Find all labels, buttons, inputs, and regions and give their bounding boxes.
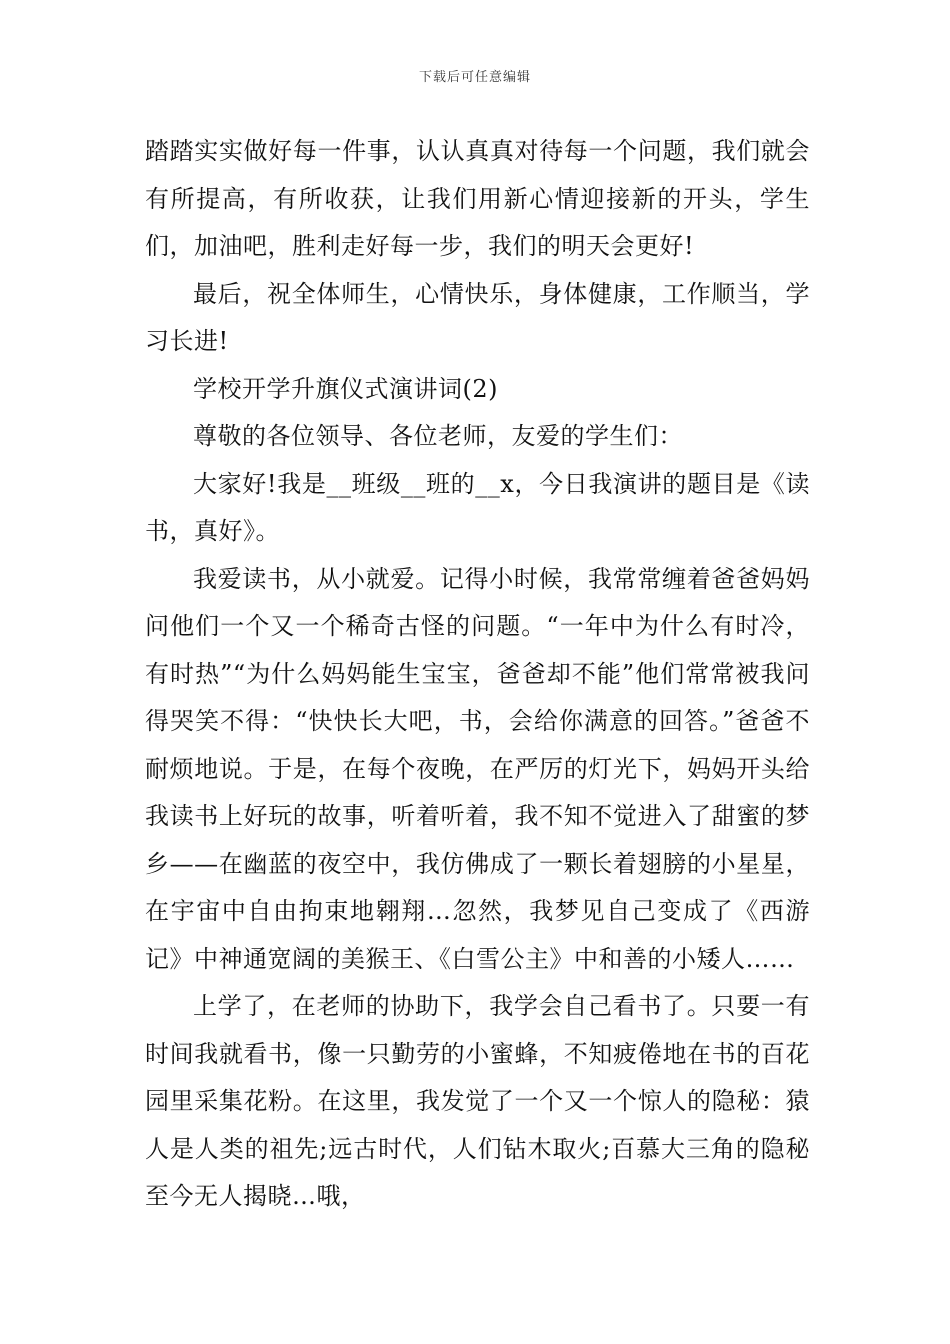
paragraph-4-salutation: 尊敬的各位领导、各位老师，友爱的学生们： — [193, 422, 683, 450]
paragraph-7: 上学了，在老师的协助下，我学会自己看书了。只要一有时间我就看书，像一只勤劳的小蜜蜂，不知疲倦地在书的百花园里采集花粉。在这里，我发觉了一个又一个惊人的隐秘：猿人是人类的祖先;远古时代，人们钻木取火;百慕大三角的隐秘至今无人揭晓…哦， — [145, 992, 810, 1210]
paragraph-3-section-title: 学校开学升旗仪式演讲词(2) — [193, 374, 498, 403]
paragraph-5: 大家好!我是__班级__班的__x，今日我演讲的题目是《读书，真好》。 — [145, 469, 810, 545]
paragraph-1: 踏踏实实做好每一件事，认认真真对待每一个问题，我们就会有所提高，有所收获，让我们用新心情迎接新的开头，学生们，加油吧，胜利走好每一步，我们的明天会更好! — [145, 137, 810, 260]
paragraph-2: 最后，祝全体师生，心情快乐，身体健康，工作顺当，学习长进! — [145, 279, 810, 355]
header-note: 下载后可任意编辑 — [418, 70, 531, 85]
paragraph-6: 我爱读书，从小就爱。记得小时候，我常常缠着爸爸妈妈问他们一个又一个稀奇古怪的问题。“一年中为什么有时冷，有时热”“为什么妈妈能生宝宝，爸爸却不能”他们常常被我问得哭笑不得：“快快长大吧，书，会给你满意的回答。”爸爸不耐烦地说。于是，在每个夜晚，在严厉的灯光下，妈妈开头给我读书上好玩的故事，听着听着，我不知不觉进入了甜蜜的梦乡——在幽蓝的夜空中，我仿佛成了一颗长着翅膀的小星星，在宇宙中自由拘束地翱翔…忽然，我梦见自己变成了《西游记》中神通宽阔的美猴王、《白雪公主》中和善的小矮人…… — [145, 564, 810, 973]
document-body — [145, 128, 810, 1221]
